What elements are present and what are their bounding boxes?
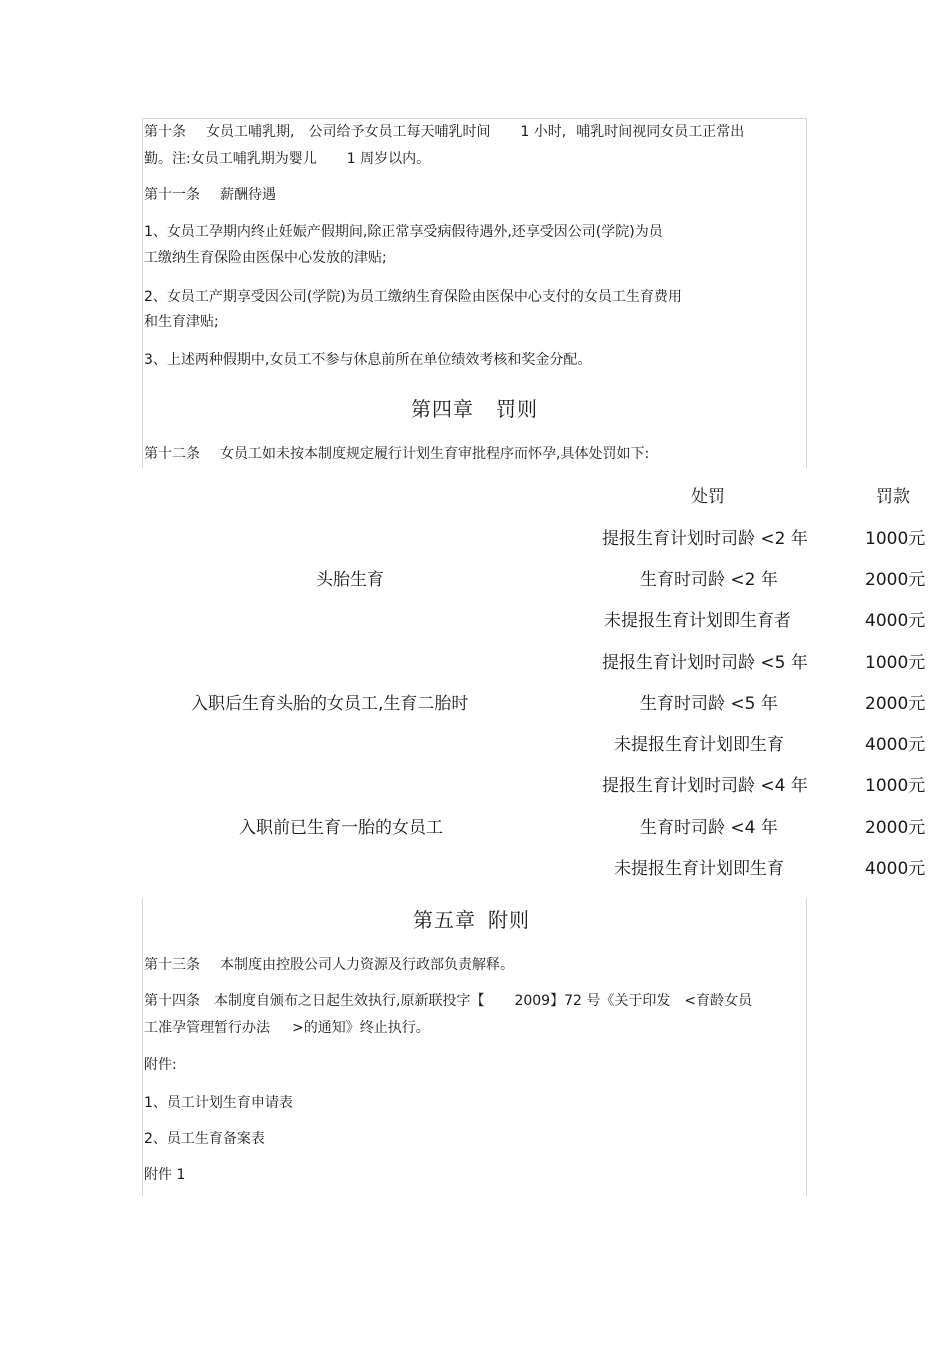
table-row-fine: 4000元 xyxy=(865,735,926,755)
table-row-condition: 提报生育计划时司龄 <4 年 xyxy=(602,776,808,796)
article-10-note-a: 勤。注:女员工哺乳期为婴儿 xyxy=(144,151,317,167)
table-row-condition: 未提报生育计划即生育者 xyxy=(604,611,791,631)
article-10-text-a: 女员工哺乳期, xyxy=(206,124,295,140)
group-label-first-birth: 头胎生育 xyxy=(316,570,384,590)
chapter-5-name: 附则 xyxy=(488,908,530,932)
chapter-5-title xyxy=(413,904,530,933)
article-14-line-1 xyxy=(144,988,752,1014)
table-row-condition: 生育时司龄 <5 年 xyxy=(640,694,778,714)
frame-left-line-upper xyxy=(142,118,143,468)
table-row-fine: 2000元 xyxy=(865,694,926,714)
table-row-condition: 提报生育计划时司龄 <5 年 xyxy=(602,653,808,673)
chapter-4-title xyxy=(411,393,538,422)
article-14-line-2 xyxy=(144,1015,430,1041)
article-10-number: 第十条 xyxy=(144,124,186,140)
frame-right-line-upper xyxy=(806,118,807,468)
article-13 xyxy=(144,952,514,978)
group-label-pre-entry-birth: 入职前已生育一胎的女员工 xyxy=(239,818,443,838)
article-14-text-c: <育龄女员 xyxy=(684,993,753,1009)
article-10-note-b: 1 周岁以内。 xyxy=(346,151,431,167)
article-13-number: 第十三条 xyxy=(144,957,200,973)
group-label-second-birth: 入职后生育头胎的女员工,生育二胎时 xyxy=(191,694,469,714)
table-row-condition: 未提报生育计划即生育 xyxy=(614,859,784,879)
article-14-number: 第十四条 xyxy=(144,993,200,1009)
article-10-text-b: 公司给予女员工每天哺乳时间 xyxy=(308,124,491,140)
table-row-fine: 4000元 xyxy=(865,611,926,631)
attachments-label: 附件: xyxy=(144,1057,177,1073)
table-row-condition: 生育时司龄 <2 年 xyxy=(640,570,778,590)
table-row-fine: 1000元 xyxy=(865,653,926,673)
chapter-5-number: 第五章 xyxy=(413,908,476,932)
article-12 xyxy=(144,441,649,467)
table-header-fine: 罚款 xyxy=(876,487,910,507)
article-11-heading xyxy=(144,182,276,208)
item-2-line-1: 2、女员工产期享受因公司(学院)为员工缴纳生育保险由医保中心支付的女员工生育费用 xyxy=(144,289,682,305)
item-3: 3、上述两种假期中,女员工不参与休息前所在单位绩效考核和奖金分配。 xyxy=(144,352,592,368)
article-14-text-b: 2009】72 号《关于印发 xyxy=(514,993,671,1009)
article-11-number: 第十一条 xyxy=(144,187,200,203)
item-2-line-2: 和生育津贴; xyxy=(144,314,219,330)
article-13-text: 本制度由控股公司人力资源及行政部负责解释。 xyxy=(220,957,514,973)
table-row-condition: 提报生育计划时司龄 <2 年 xyxy=(602,529,808,549)
article-14-text-a: 本制度自颁布之日起生效执行,原新联投字【 xyxy=(214,993,485,1009)
attachment-1-heading: 附件 1 xyxy=(144,1167,186,1183)
article-12-number: 第十二条 xyxy=(144,446,200,462)
article-10-line-2 xyxy=(144,146,430,172)
frame-right-line-lower xyxy=(806,898,807,1196)
article-14-text-e: >的通知》终止执行。 xyxy=(292,1020,430,1036)
attachment-item: 2、员工生育备案表 xyxy=(144,1131,265,1147)
article-10-line-1 xyxy=(144,119,744,145)
table-row-fine: 1000元 xyxy=(865,529,926,549)
article-14-text-d: 工准孕管理暂行办法 xyxy=(144,1020,270,1036)
item-1-line-1: 1、女员工孕期内终止妊娠产假期间,除正常享受病假待遇外,还享受因公司(学院)为员 xyxy=(144,224,663,240)
article-10-text-c: 1 小时, xyxy=(520,124,567,140)
frame-left-line-lower xyxy=(142,898,143,1196)
article-12-text: 女员工如未按本制度规定履行计划生育审批程序而怀孕,具体处罚如下: xyxy=(220,446,650,462)
item-1-line-2: 工缴纳生育保险由医保中心发放的津贴; xyxy=(144,250,387,266)
article-11-title: 薪酬待遇 xyxy=(220,187,276,203)
chapter-4-name: 罚则 xyxy=(496,397,538,421)
chapter-4-number: 第四章 xyxy=(411,397,474,421)
table-row-condition: 生育时司龄 <4 年 xyxy=(640,818,778,838)
table-header-penalty: 处罚 xyxy=(691,487,725,507)
attachment-item: 1、员工计划生育申请表 xyxy=(144,1095,293,1111)
table-row-fine: 2000元 xyxy=(865,570,926,590)
article-10-text-d: 哺乳时间视同女员工正常出 xyxy=(576,124,745,140)
table-row-fine: 4000元 xyxy=(865,859,926,879)
table-row-fine: 1000元 xyxy=(865,776,926,796)
table-row-condition: 未提报生育计划即生育 xyxy=(614,735,784,755)
table-row-fine: 2000元 xyxy=(865,818,926,838)
